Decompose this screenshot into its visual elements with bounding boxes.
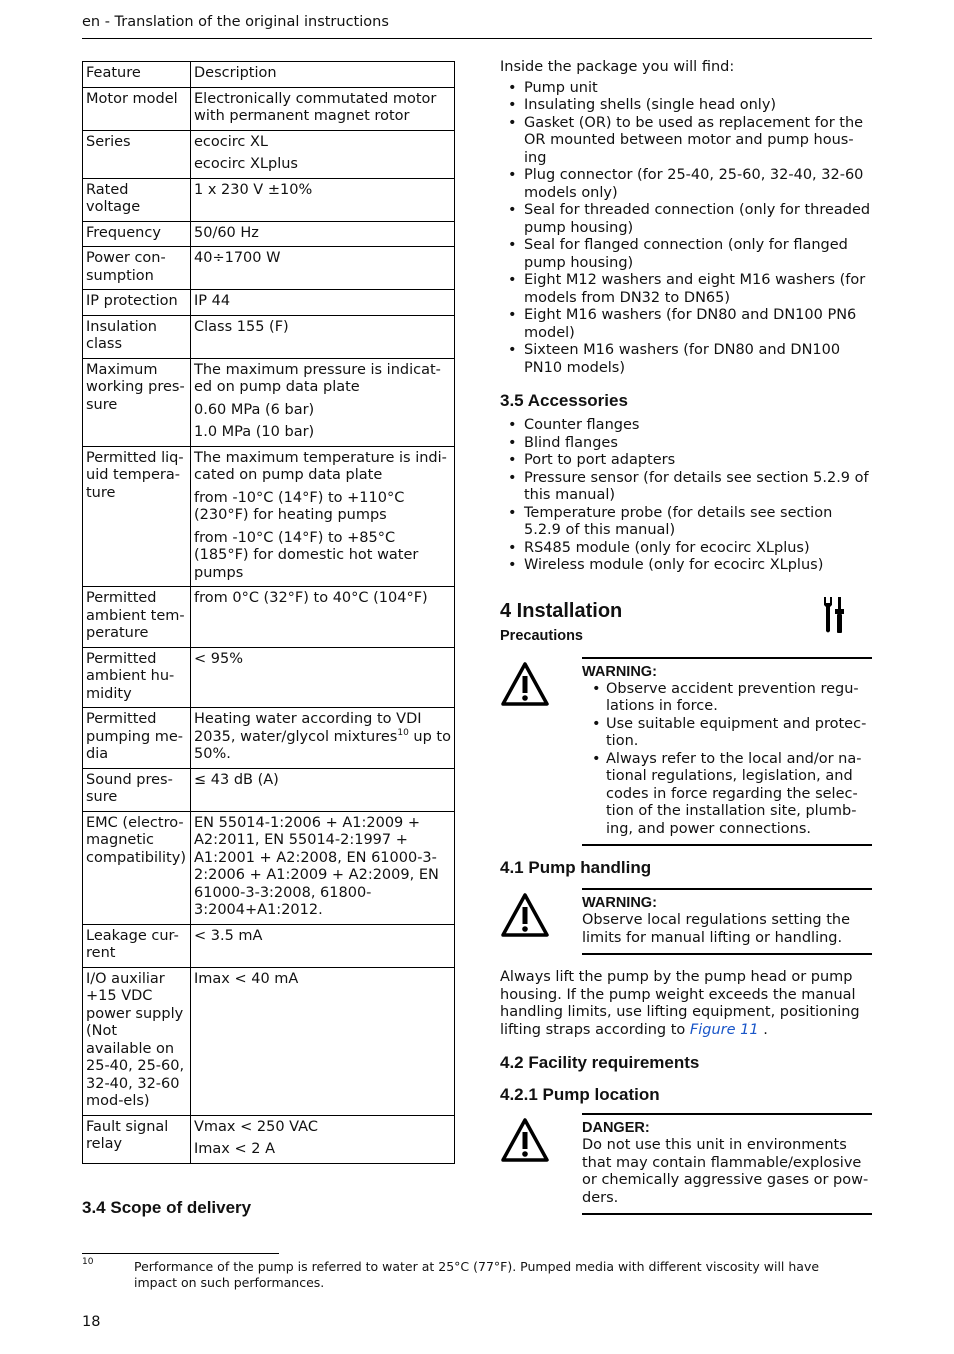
footnote-text: Performance of the pump is referred to water at 25°C (77°F). Pumped media with different viscosity will have impact on such performances. <box>134 1259 820 1290</box>
package-item: • Eight M16 washers (for DN80 and DN100 PN6 model) <box>500 307 872 342</box>
description-text: Electronically commutated motor with permanent magnet rotor <box>194 90 437 124</box>
description-cell <box>191 87 455 130</box>
feature-cell: Power con-sumption <box>83 247 191 290</box>
feature-cell: Permitted ambient tem-perature <box>83 587 191 648</box>
package-item: • Plug connector (for 25-40, 25-60, 32-40, 32-60 models only) <box>500 167 872 202</box>
danger-text: Do not use this unit in environments that may contain flammable/explosive or chemically aggressive gases or pow-ders. <box>582 1137 869 1206</box>
spec-table <box>82 61 455 1164</box>
feature-cell: Rated voltage <box>83 178 191 221</box>
package-item: • Eight M12 washers and eight M16 washers (for models from DN32 to DN65) <box>500 272 872 307</box>
pump-handling-heading: 4.1 Pump handling <box>500 858 652 877</box>
description-cell <box>191 130 455 178</box>
description-text: Vmax < 250 VAC <box>194 1118 318 1135</box>
spec-table-body <box>83 87 455 1163</box>
description-text: EN 55014-1:2006 + A1:2009 + A2:2011, EN 55014-2:1997 + A1:2001 + A2:2008, EN 61000-3-2:2006 + A1:2009 + A2:2009, EN 61000-3-3:2008, 61800-3:2004+A1:2012. <box>194 814 439 918</box>
table-row <box>83 130 455 178</box>
pump-location-heading: 4.2.1 Pump location <box>500 1085 660 1104</box>
handling-paragraph <box>500 969 872 1039</box>
table-row <box>83 358 455 446</box>
danger-notice <box>500 1113 872 1215</box>
description-text: < 3.5 mA <box>194 927 263 944</box>
column-header-feature: Feature <box>83 62 191 88</box>
table-row <box>83 768 455 811</box>
page-number: 18 <box>82 1314 101 1330</box>
feature-cell: Permitted ambient hu-midity <box>83 647 191 708</box>
accessory-item: • Temperature probe (for details see section 5.2.9 of this manual) <box>500 505 872 540</box>
description-cell <box>191 247 455 290</box>
description-text: Class 155 (F) <box>194 318 289 335</box>
warning-text: Observe local regulations setting the limits for manual lifting or handling. <box>582 912 851 946</box>
table-row <box>83 221 455 247</box>
accessory-item: • Port to port adapters <box>500 452 872 470</box>
description-cell <box>191 587 455 648</box>
warning-notice-precautions <box>500 657 872 847</box>
package-item: • Insulating shells (single head only) <box>500 97 872 115</box>
package-item: • Seal for threaded connection (only for threaded pump housing) <box>500 202 872 237</box>
package-item: • Seal for flanged connection (only for flanged pump housing) <box>500 237 872 272</box>
description-text: ≤ 43 dB (A) <box>194 771 279 788</box>
description-text: up to 50%. <box>194 728 451 762</box>
table-row <box>83 647 455 708</box>
description-text: 1 x 230 V ±10% <box>194 181 313 198</box>
handling-text-end: . <box>758 1021 768 1038</box>
header-divider <box>82 38 872 39</box>
tools-icon <box>822 595 846 641</box>
description-cell <box>191 967 455 1115</box>
table-row <box>83 967 455 1115</box>
warning-notice-handling <box>500 888 872 955</box>
table-row <box>83 87 455 130</box>
installation-heading: 4 Installation <box>500 599 623 622</box>
description-cell <box>191 708 455 769</box>
warning-triangle-icon <box>500 892 550 944</box>
feature-cell: EMC (electro-magnetic compatibility) <box>83 811 191 924</box>
table-row <box>83 290 455 316</box>
description-cell <box>191 446 455 587</box>
package-list <box>500 80 872 378</box>
table-header-row <box>83 62 455 88</box>
warning-item: • Always refer to the local and/or na-tional regulations, legislation, and codes in force regarding the selec-tion of the installation site, plumb-ing, and power connections. <box>582 751 872 839</box>
description-text: Imax < 2 A <box>194 1141 275 1157</box>
package-item: • Gasket (OR) to be used as replacement for the OR mounted between motor and pump hous-ing <box>500 115 872 168</box>
scope-of-delivery-heading: 3.4 Scope of delivery <box>82 1198 252 1217</box>
description-cell <box>191 178 455 221</box>
table-row <box>83 924 455 967</box>
feature-cell: Series <box>83 130 191 178</box>
description-cell <box>191 1115 455 1163</box>
feature-cell: Maximum working pres-sure <box>83 358 191 446</box>
page-header: en - Translation of the original instructions <box>82 14 389 30</box>
accessories-list <box>500 417 872 575</box>
table-row <box>83 811 455 924</box>
description-text: 40÷1700 W <box>194 250 281 266</box>
table-row <box>83 587 455 648</box>
footnote-divider <box>82 1253 279 1254</box>
description-cell <box>191 768 455 811</box>
facility-requirements-heading: 4.2 Facility requirements <box>500 1053 700 1072</box>
description-text: The maximum temperature is indi-cated on pump data plate <box>194 449 447 483</box>
description-cell <box>191 290 455 316</box>
description-text: IP 44 <box>194 293 231 309</box>
description-text: 50/60 Hz <box>194 224 259 241</box>
warning-title: WARNING: <box>582 895 657 911</box>
right-column <box>500 59 872 1215</box>
accessory-item: • Blind flanges <box>500 435 872 453</box>
table-row <box>83 1115 455 1163</box>
accessory-item: • Counter flanges <box>500 417 872 435</box>
description-text: 1.0 MPa (10 bar) <box>194 424 315 440</box>
footnote-reference: 10 <box>397 727 409 738</box>
feature-cell: I/O auxiliar +15 VDC power supply (Not available on 25-40, 25-60, 32-40, 32-60 mod-els) <box>83 967 191 1115</box>
description-text: ecocirc XL <box>194 133 269 150</box>
column-header-description: Description <box>191 62 455 88</box>
feature-cell: IP protection <box>83 290 191 316</box>
description-text: from -10°C (14°F) to +110°C (230°F) for heating pumps <box>194 489 405 523</box>
package-item: • Pump unit <box>500 80 872 98</box>
warning-triangle-icon <box>500 661 550 713</box>
figure-11-link[interactable]: Figure 11 <box>689 1021 759 1038</box>
feature-cell: Leakage cur-rent <box>83 924 191 967</box>
description-text: Imax < 40 mA <box>194 970 299 987</box>
description-cell <box>191 924 455 967</box>
description-text: from 0°C (32°F) to 40°C (104°F) <box>194 590 428 606</box>
description-cell <box>191 358 455 446</box>
description-text: The maximum pressure is indicat-ed on pump data plate <box>194 361 441 395</box>
feature-cell: Fault signal relay <box>83 1115 191 1163</box>
description-cell <box>191 647 455 708</box>
table-row <box>83 315 455 358</box>
feature-cell: Frequency <box>83 221 191 247</box>
description-cell <box>191 811 455 924</box>
description-text: 0.60 MPa (6 bar) <box>194 401 315 418</box>
description-text: from -10°C (14°F) to +85°C (185°F) for domestic hot water pumps <box>194 529 419 581</box>
feature-cell: Permitted pumping me-dia <box>83 708 191 769</box>
description-text: Heating water according to VDI 2035, water/glycol mixtures <box>194 711 422 745</box>
accessory-item: • Wireless module (only for ecocirc XLplus) <box>500 557 872 575</box>
table-row <box>83 178 455 221</box>
feature-cell: Motor model <box>83 87 191 130</box>
warning-item: • Use suitable equipment and protec-tion. <box>582 716 872 751</box>
danger-triangle-icon <box>500 1117 550 1169</box>
danger-title: DANGER: <box>582 1120 650 1136</box>
description-cell <box>191 221 455 247</box>
handling-text: Always lift the pump by the pump head or pump housing. If the pump weight exceeds the manual handling limits, use lifting equipment, positioning lifting straps according to <box>500 969 860 1038</box>
precautions-heading: Precautions <box>500 627 583 644</box>
accessories-heading: 3.5 Accessories <box>500 391 628 410</box>
table-row <box>83 446 455 587</box>
warning-item: • Observe accident prevention regu-lations in force. <box>582 681 872 716</box>
accessory-item: • RS485 module (only for ecocirc XLplus) <box>500 540 872 558</box>
warning-list <box>582 681 872 839</box>
description-text: < 95% <box>194 650 243 667</box>
warning-title: WARNING: <box>582 663 657 680</box>
table-row <box>83 708 455 769</box>
table-row <box>83 247 455 290</box>
description-cell <box>191 315 455 358</box>
installation-heading-row <box>500 599 872 645</box>
footnote-number: 10 <box>82 1257 94 1267</box>
feature-cell: Permitted liq-uid tempera-ture <box>83 446 191 587</box>
description-text: ecocirc XLplus <box>194 156 298 172</box>
feature-cell: Sound pres-sure <box>83 768 191 811</box>
accessory-item: • Pressure sensor (for details see section 5.2.9 of this manual) <box>500 470 872 505</box>
feature-cell: Insulation class <box>83 315 191 358</box>
package-intro: Inside the package you will find: <box>500 59 735 75</box>
package-item: • Sixteen M16 washers (for DN80 and DN100 PN10 models) <box>500 342 872 377</box>
